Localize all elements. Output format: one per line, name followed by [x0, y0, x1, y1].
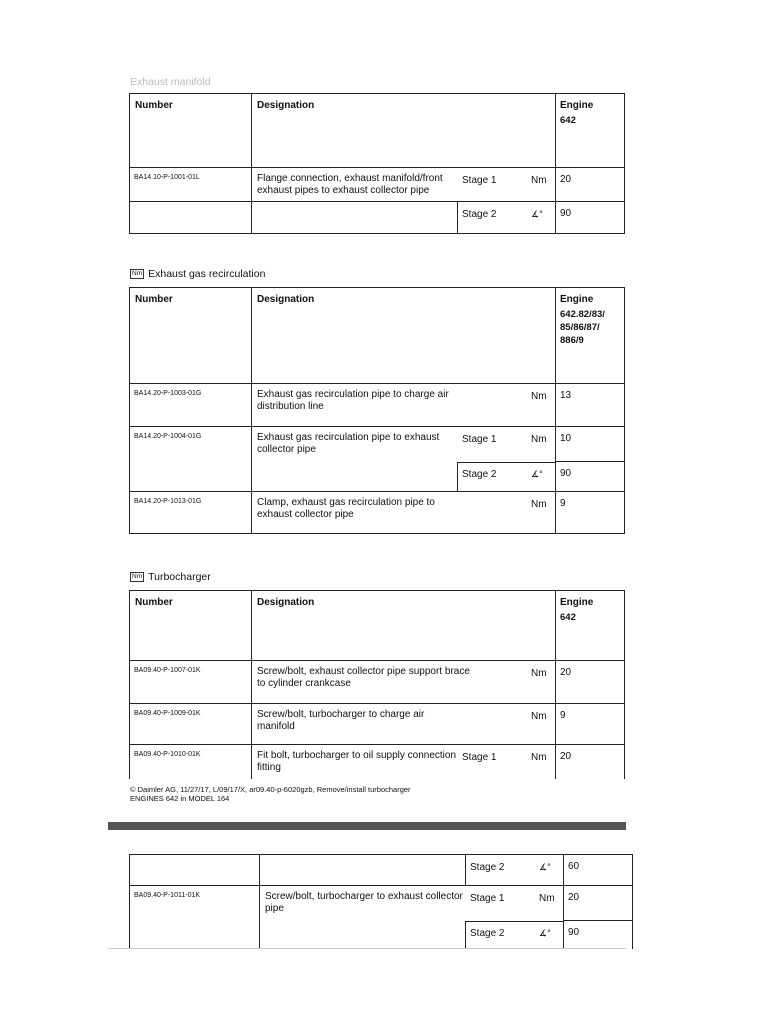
- row-stage: Stage 1: [462, 752, 497, 763]
- row-designation: Clamp, exhaust gas recirculation pipe to exhaust collector pipe: [257, 497, 435, 520]
- row-unit: Nm: [531, 668, 547, 679]
- row-unit: Nm: [531, 711, 547, 722]
- page-divider: [108, 822, 626, 830]
- row-unit: ∡°: [531, 468, 543, 479]
- header-engine: Engine: [560, 597, 594, 608]
- nm-torque-icon: Nm: [132, 270, 143, 277]
- table-row: [130, 462, 625, 492]
- header-engine: Engine: [560, 100, 594, 111]
- row-stage: Stage 2: [462, 468, 497, 480]
- table-turbocharger-continued: [129, 854, 633, 949]
- row-designation: Exhaust gas recirculation pipe to charge air distribution line: [257, 389, 449, 412]
- row-designation: Screw/bolt, exhaust collector pipe support brace to cylinder crankcase: [257, 666, 470, 689]
- header-engine-model: 642: [560, 115, 576, 126]
- row-unit: ∡°: [539, 927, 551, 938]
- row-value: 90: [568, 927, 580, 938]
- row-number: BA14.10-P-1001-01L: [130, 168, 252, 202]
- row-number: BA09.40-P-1007-01K: [130, 661, 252, 704]
- table-row: [130, 886, 633, 921]
- row-value: 60: [568, 861, 580, 872]
- section-title-text: Turbocharger: [148, 571, 211, 583]
- row-unit: Nm: [531, 175, 547, 186]
- row-number: BA14.20-P-1004-01G: [130, 427, 252, 462]
- header-engine-model: 642: [560, 612, 576, 623]
- row-number: BA14.20-P-1013-01G: [130, 492, 252, 534]
- row-stage: Stage 2: [470, 927, 505, 939]
- row-unit: Nm: [531, 391, 547, 402]
- table-row: [130, 427, 625, 462]
- table-header-row: [130, 288, 625, 384]
- table-row: [130, 384, 625, 427]
- row-stage: Stage 1: [462, 434, 497, 445]
- section-title-exhaust-manifold: [130, 76, 211, 88]
- nm-torque-icon: Nm: [132, 573, 143, 580]
- row-number: BA14.20-P-1003-01G: [130, 384, 252, 427]
- table-row: [130, 704, 625, 745]
- row-value: 90: [560, 468, 572, 479]
- page-bottom-edge: [108, 948, 626, 949]
- table-row: [130, 921, 633, 949]
- table-row: [130, 855, 633, 886]
- row-unit: Nm: [531, 752, 547, 763]
- row-number: [130, 855, 260, 886]
- header-designation: Designation: [257, 100, 315, 111]
- table-turbocharger: [129, 590, 625, 779]
- row-value: 20: [568, 892, 580, 903]
- row-stage: Stage 2: [470, 862, 505, 873]
- row-value: 90: [560, 208, 572, 219]
- section-title-text: Exhaust manifold: [130, 76, 211, 88]
- row-unit: Nm: [531, 434, 547, 445]
- row-stage: Stage 1: [470, 893, 505, 904]
- table-header-row: [130, 94, 625, 168]
- row-designation: Flange connection, exhaust manifold/front exhaust pipes to exhaust collector pipe: [257, 173, 443, 196]
- row-designation: Exhaust gas recirculation pipe to exhaust collector pipe: [257, 432, 440, 455]
- row-unit: Nm: [539, 893, 555, 904]
- row-value: 13: [560, 390, 572, 401]
- footer-copyright: © Daimler AG, 11/27/17, L/09/17/X, ar09.40-p-6020gzb, Remove/install turbocharger: [130, 785, 411, 794]
- footer-model: ENGINES 642 in MODEL 164: [130, 794, 230, 803]
- table-exhaust-manifold: [129, 93, 625, 234]
- table-row: [130, 168, 625, 202]
- row-designation: Fit bolt, turbocharger to oil supply connection fitting: [257, 750, 456, 773]
- row-value: 9: [560, 498, 566, 509]
- row-value: 10: [560, 433, 572, 444]
- row-number: BA09.40-P-1009-01K: [130, 704, 252, 745]
- row-stage: Stage 2: [462, 209, 497, 220]
- header-designation: Designation: [257, 294, 315, 305]
- row-number: [130, 462, 252, 492]
- section-title-text: Exhaust gas recirculation: [148, 268, 266, 280]
- row-stage: Stage 1: [462, 175, 497, 186]
- header-number: Number: [135, 100, 173, 111]
- section-title-egr: [130, 268, 265, 280]
- row-unit: ∡°: [531, 209, 543, 219]
- header-engine-model: 642.82/83/ 85/86/87/ 886/9: [560, 309, 605, 346]
- page-footer: [130, 785, 411, 803]
- section-title-turbocharger: [130, 571, 211, 583]
- table-row: [130, 661, 625, 704]
- table-egr: [129, 287, 625, 534]
- table-row: [130, 745, 625, 779]
- row-value: 9: [560, 710, 566, 721]
- header-number: Number: [135, 294, 173, 305]
- row-designation: Screw/bolt, turbocharger to charge air manifold: [257, 709, 425, 732]
- row-designation: Screw/bolt, turbocharger to exhaust collector pipe: [265, 891, 463, 914]
- header-designation: Designation: [257, 597, 315, 608]
- row-number: BA09.40-P-1011-01K: [130, 886, 260, 921]
- row-value: 20: [560, 751, 572, 762]
- table-row: [130, 492, 625, 534]
- table-row: [130, 202, 625, 234]
- table-header-row: [130, 591, 625, 661]
- row-number: BA09.40-P-1010-01K: [130, 745, 252, 779]
- row-number: [130, 921, 260, 949]
- row-value: 20: [560, 667, 572, 678]
- row-value: 20: [560, 174, 572, 185]
- header-number: Number: [135, 597, 173, 608]
- header-engine: Engine: [560, 294, 594, 305]
- row-number: [130, 202, 252, 234]
- row-unit: ∡°: [539, 862, 551, 872]
- row-unit: Nm: [531, 499, 547, 510]
